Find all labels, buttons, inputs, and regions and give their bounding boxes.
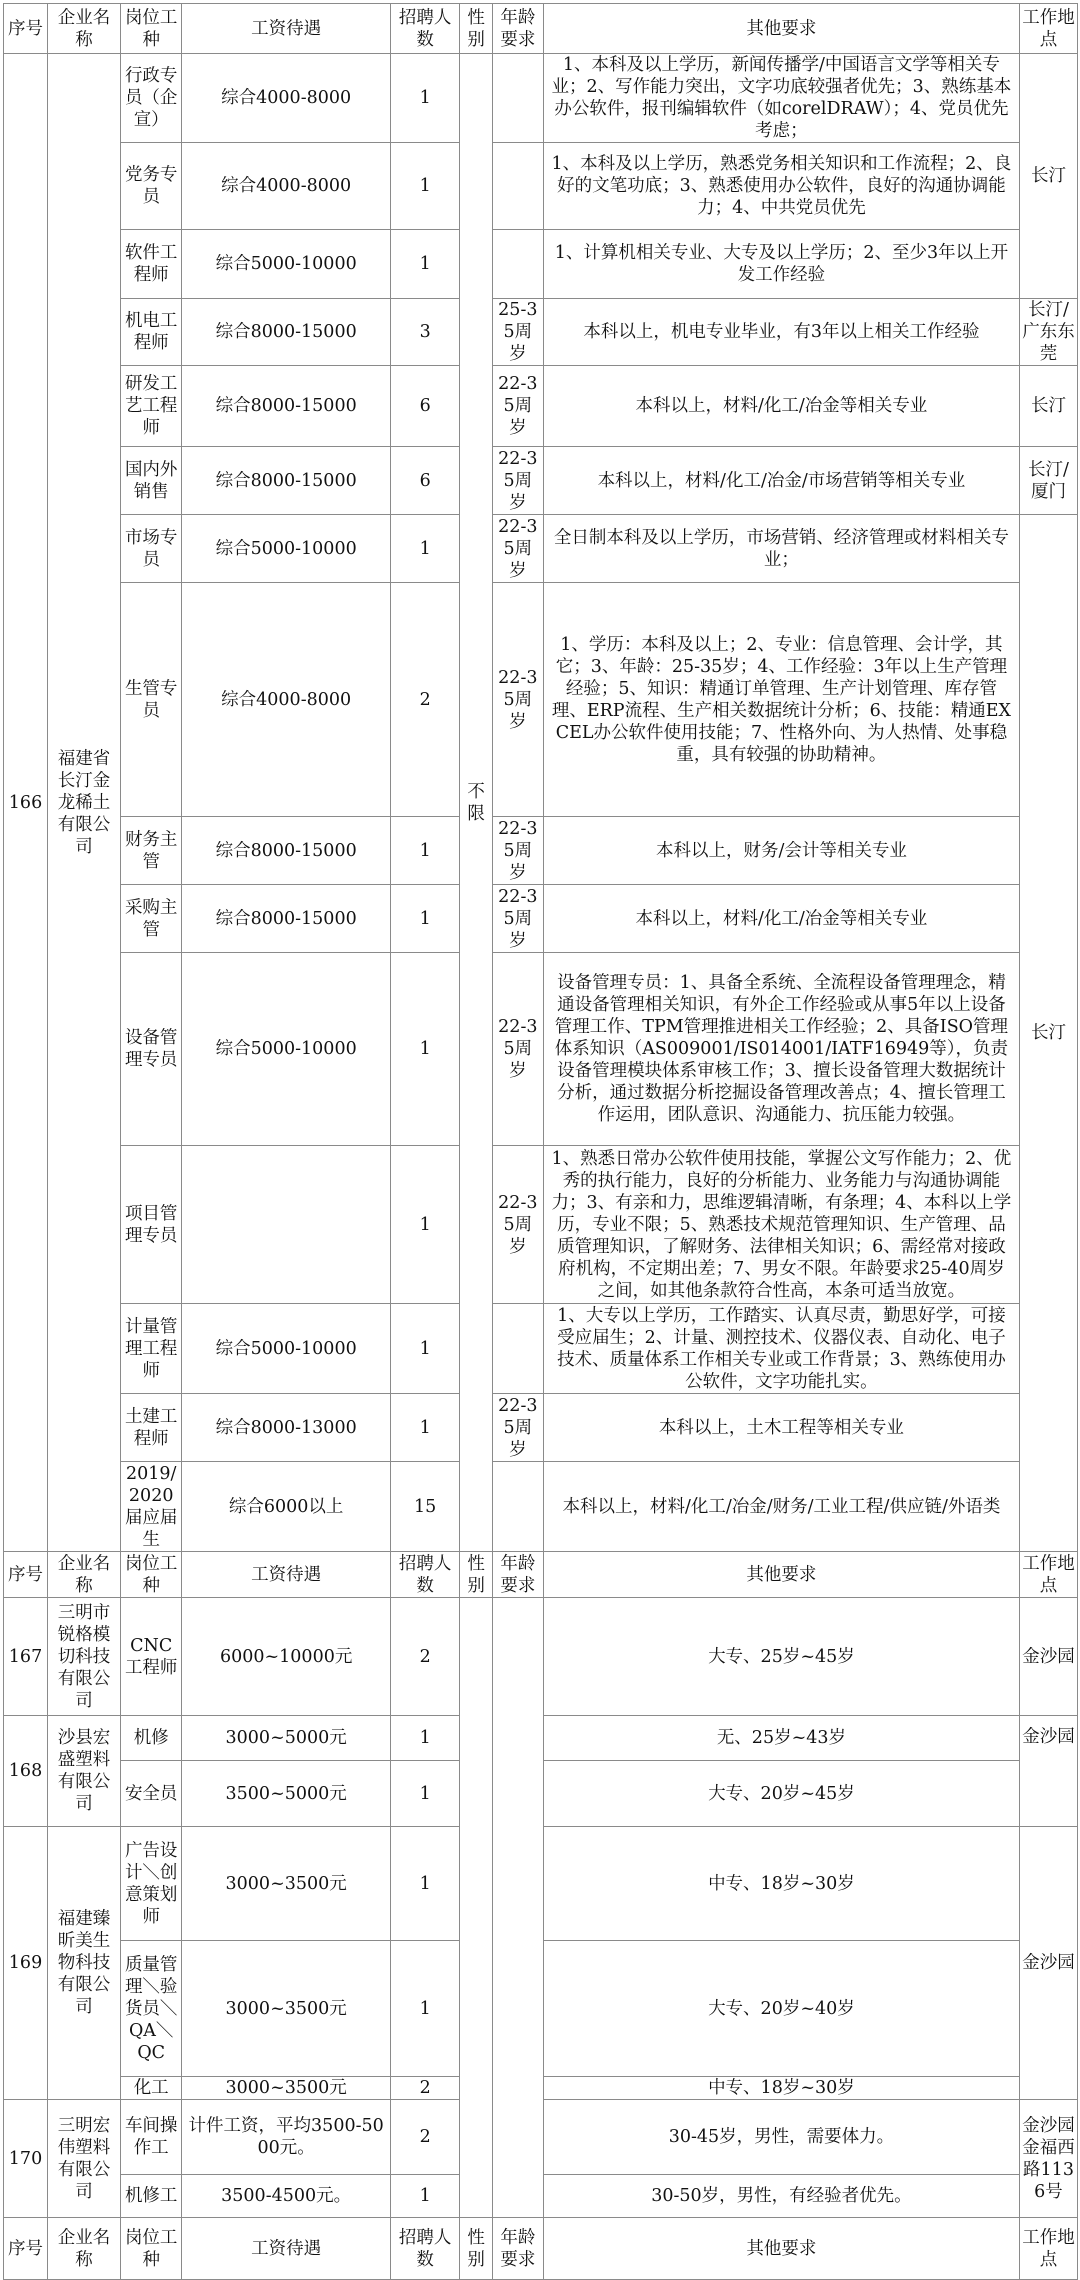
seq-cell: 167 bbox=[4, 1598, 48, 1716]
count-cell: 2 bbox=[390, 583, 460, 817]
count-cell: 1 bbox=[390, 1941, 460, 2077]
position-cell: 计量管理工程师 bbox=[121, 1304, 182, 1394]
position-cell: 车间操作工 bbox=[121, 2100, 182, 2175]
recruitment-table bbox=[3, 3, 1078, 2280]
salary-cell: 综合8000-15000 bbox=[182, 366, 391, 447]
location-cell: 长汀 bbox=[1020, 366, 1078, 447]
requirements-cell: 本科以上，土木工程等相关专业 bbox=[543, 1394, 1019, 1462]
requirements-cell: 大专、20岁~45岁 bbox=[543, 1761, 1019, 1827]
age-cell bbox=[492, 54, 543, 143]
requirements-cell: 全日制本科及以上学历，市场营销、经济管理或材料相关专业； bbox=[543, 515, 1019, 583]
location-cell: 长汀 bbox=[1020, 515, 1078, 1552]
count-cell: 1 bbox=[390, 1716, 460, 1761]
count-cell: 2 bbox=[390, 2100, 460, 2175]
table-row bbox=[4, 1304, 1078, 1394]
count-cell: 2 bbox=[390, 1598, 460, 1716]
position-cell: 质量管理＼验货员＼QA＼QC bbox=[121, 1941, 182, 2077]
requirements-cell: 无、25岁~43岁 bbox=[543, 1716, 1019, 1761]
header-count: 招聘人数 bbox=[390, 1552, 460, 1598]
count-cell: 1 bbox=[390, 1146, 460, 1304]
salary-cell: 综合6000以上 bbox=[182, 1462, 391, 1552]
age-cell: 22-35周岁 bbox=[492, 1146, 543, 1304]
position-cell: 党务专员 bbox=[121, 143, 182, 230]
count-cell: 3 bbox=[390, 299, 460, 366]
table-row bbox=[4, 953, 1078, 1146]
age-cell bbox=[492, 230, 543, 299]
header-gender: 性别 bbox=[460, 4, 492, 54]
seq-cell: 166 bbox=[4, 54, 48, 1552]
header-company: 企业名称 bbox=[48, 1552, 121, 1598]
header-position: 岗位工种 bbox=[121, 2218, 182, 2280]
requirements-cell: 1、熟悉日常办公软件使用技能，掌握公文写作能力；2、优秀的执行能力，良好的分析能力、业务能力与沟通协调能力；3、有亲和力，思维逻辑清晰，有条理；4、本科以上学历，专业不限；5、熟悉技术规范管理知识、生产管理、品质管理知识，了解财务、法律相关知识；6、需经常对接政府机构，不定期出差；7、男女不限。年龄要求25-40周岁之间，如其他条款符合性高，本条可适当放宽。 bbox=[543, 1146, 1019, 1304]
seq-cell: 170 bbox=[4, 2100, 48, 2218]
age-cell bbox=[492, 1462, 543, 1552]
age-cell: 22-35周岁 bbox=[492, 515, 543, 583]
header-seq: 序号 bbox=[4, 2218, 48, 2280]
salary-cell: 综合4000-8000 bbox=[182, 54, 391, 143]
age-cell bbox=[492, 1304, 543, 1394]
location-cell: 金沙园 bbox=[1020, 1716, 1078, 1827]
count-cell: 2 bbox=[390, 2077, 460, 2100]
header-gender: 性别 bbox=[460, 1552, 492, 1598]
table-row bbox=[4, 366, 1078, 447]
position-cell: 化工 bbox=[121, 2077, 182, 2100]
header-row bbox=[4, 1552, 1078, 1598]
location-cell: 长汀/广东东莞 bbox=[1020, 299, 1078, 366]
age-cell bbox=[492, 143, 543, 230]
count-cell: 1 bbox=[390, 54, 460, 143]
table-row bbox=[4, 583, 1078, 817]
requirements-cell: 大专、20岁~40岁 bbox=[543, 1941, 1019, 2077]
salary-cell: 综合5000-10000 bbox=[182, 515, 391, 583]
table-row bbox=[4, 885, 1078, 953]
table-row bbox=[4, 230, 1078, 299]
requirements-cell: 设备管理专员：1、具备全系统、全流程设备管理理念，精通设备管理相关知识，有外企工作经验或从事5年以上设备管理工作、TPM管理推进相关工作经验；2、具备ISO管理体系知识（AS009001/IS014001/IATF16949等），负责设备管理模块体系审核工作；3、擅长设备管理大数据统计分析，通过数据分析挖掘设备管理改善点；4、擅长管理工作运用，团队意识、沟通能力、抗压能力较强。 bbox=[543, 953, 1019, 1146]
header-location: 工作地点 bbox=[1020, 4, 1078, 54]
salary-cell: 综合8000-15000 bbox=[182, 447, 391, 515]
table-row bbox=[4, 143, 1078, 230]
header-company: 企业名称 bbox=[48, 2218, 121, 2280]
header-salary: 工资待遇 bbox=[182, 1552, 391, 1598]
count-cell: 1 bbox=[390, 143, 460, 230]
salary-cell: 3000~3500元 bbox=[182, 2077, 391, 2100]
age-cell: 22-35周岁 bbox=[492, 953, 543, 1146]
age-cell: 25-35周岁 bbox=[492, 299, 543, 366]
location-cell: 长汀 bbox=[1020, 54, 1078, 299]
header-row bbox=[4, 2218, 1078, 2280]
table-row bbox=[4, 1394, 1078, 1462]
company-cell: 福建省长汀金龙稀土有限公司 bbox=[48, 54, 121, 1552]
requirements-cell: 大专、25岁~45岁 bbox=[543, 1598, 1019, 1716]
count-cell: 15 bbox=[390, 1462, 460, 1552]
position-cell: 采购主管 bbox=[121, 885, 182, 953]
count-cell: 1 bbox=[390, 953, 460, 1146]
header-company: 企业名称 bbox=[48, 4, 121, 54]
position-cell: CNC工程师 bbox=[121, 1598, 182, 1716]
position-cell: 广告设计＼创意策划师 bbox=[121, 1827, 182, 1941]
requirements-cell: 1、本科及以上学历，熟悉党务相关知识和工作流程；2、良好的文笔功底；3、熟悉使用办公软件，良好的沟通协调能力；4、中共党员优先 bbox=[543, 143, 1019, 230]
header-position: 岗位工种 bbox=[121, 1552, 182, 1598]
age-cell: 22-35周岁 bbox=[492, 885, 543, 953]
header-seq: 序号 bbox=[4, 1552, 48, 1598]
seq-cell: 168 bbox=[4, 1716, 48, 1827]
company-cell: 福建臻昕美生物科技有限公司 bbox=[48, 1827, 121, 2100]
salary-cell: 综合4000-8000 bbox=[182, 583, 391, 817]
position-cell: 行政专员（企宣） bbox=[121, 54, 182, 143]
header-location: 工作地点 bbox=[1020, 1552, 1078, 1598]
table-row bbox=[4, 447, 1078, 515]
table-row bbox=[4, 299, 1078, 366]
company-cell: 沙县宏盛塑料有限公司 bbox=[48, 1716, 121, 1827]
position-cell: 市场专员 bbox=[121, 515, 182, 583]
salary-cell: 3000~3500元 bbox=[182, 1941, 391, 2077]
requirements-cell: 本科以上，机电专业毕业，有3年以上相关工作经验 bbox=[543, 299, 1019, 366]
header-salary: 工资待遇 bbox=[182, 2218, 391, 2280]
table-row bbox=[4, 817, 1078, 885]
header-row bbox=[4, 4, 1078, 54]
salary-cell bbox=[182, 1146, 391, 1304]
salary-cell: 综合5000-10000 bbox=[182, 230, 391, 299]
salary-cell: 3000~3500元 bbox=[182, 1827, 391, 1941]
position-cell: 机修 bbox=[121, 1716, 182, 1761]
count-cell: 1 bbox=[390, 885, 460, 953]
header-other: 其他要求 bbox=[543, 4, 1019, 54]
location-cell: 金沙园 bbox=[1020, 1827, 1078, 2100]
salary-cell: 综合8000-15000 bbox=[182, 817, 391, 885]
header-position: 岗位工种 bbox=[121, 4, 182, 54]
requirements-cell: 本科以上，材料/化工/冶金等相关专业 bbox=[543, 885, 1019, 953]
position-cell: 机电工程师 bbox=[121, 299, 182, 366]
requirements-cell: 本科以上，材料/化工/冶金等相关专业 bbox=[543, 366, 1019, 447]
requirements-cell: 1、大专以上学历，工作踏实、认真尽责，勤思好学，可接受应届生；2、计量、测控技术、仪器仪表、自动化、电子技术、质量体系工作相关专业或工作背景；3、熟练使用办公软件，文字功能扎实。 bbox=[543, 1304, 1019, 1394]
salary-cell: 3000~5000元 bbox=[182, 1716, 391, 1761]
header-count: 招聘人数 bbox=[390, 4, 460, 54]
table-row bbox=[4, 54, 1078, 143]
position-cell: 机修工 bbox=[121, 2175, 182, 2218]
table-row bbox=[4, 1146, 1078, 1304]
salary-cell: 综合5000-10000 bbox=[182, 953, 391, 1146]
position-cell: 2019/2020届应届生 bbox=[121, 1462, 182, 1552]
count-cell: 1 bbox=[390, 1304, 460, 1394]
table-row bbox=[4, 1598, 1078, 1716]
age-cell bbox=[492, 1598, 543, 2218]
company-cell: 三明市锐格模切科技有限公司 bbox=[48, 1598, 121, 1716]
requirements-cell: 本科以上，材料/化工/冶金/市场营销等相关专业 bbox=[543, 447, 1019, 515]
salary-cell: 计件工资，平均3500-5000元。 bbox=[182, 2100, 391, 2175]
position-cell: 土建工程师 bbox=[121, 1394, 182, 1462]
header-other: 其他要求 bbox=[543, 2218, 1019, 2280]
count-cell: 6 bbox=[390, 447, 460, 515]
position-cell: 安全员 bbox=[121, 1761, 182, 1827]
position-cell: 生管专员 bbox=[121, 583, 182, 817]
requirements-cell: 中专、18岁~30岁 bbox=[543, 2077, 1019, 2100]
header-count: 招聘人数 bbox=[390, 2218, 460, 2280]
location-cell: 金沙园 bbox=[1020, 1598, 1078, 1716]
salary-cell: 综合5000-10000 bbox=[182, 1304, 391, 1394]
count-cell: 1 bbox=[390, 817, 460, 885]
position-cell: 软件工程师 bbox=[121, 230, 182, 299]
salary-cell: 3500~5000元 bbox=[182, 1761, 391, 1827]
requirements-cell: 30-50岁，男性，有经验者优先。 bbox=[543, 2175, 1019, 2218]
age-cell: 22-35周岁 bbox=[492, 817, 543, 885]
header-salary: 工资待遇 bbox=[182, 4, 391, 54]
salary-cell: 6000~10000元 bbox=[182, 1598, 391, 1716]
gender-cell bbox=[460, 1598, 492, 2218]
table-row bbox=[4, 515, 1078, 583]
salary-cell: 综合4000-8000 bbox=[182, 143, 391, 230]
company-cell: 三明宏伟塑料有限公司 bbox=[48, 2100, 121, 2218]
requirements-cell: 1、学历：本科及以上；2、专业：信息管理、会计学，其它；3、年龄：25-35岁；4、工作经验：3年以上生产管理经验；5、知识：精通订单管理、生产计划管理、库存管理、ERP流程、生产相关数据统计分析；6、技能：精通EXCEL办公软件使用技能；7、性格外向、为人热情、处事稳重，具有较强的协助精神。 bbox=[543, 583, 1019, 817]
header-age: 年龄要求 bbox=[492, 2218, 543, 2280]
position-cell: 项目管理专员 bbox=[121, 1146, 182, 1304]
count-cell: 1 bbox=[390, 515, 460, 583]
count-cell: 1 bbox=[390, 2175, 460, 2218]
seq-cell: 169 bbox=[4, 1827, 48, 2100]
header-age: 年龄要求 bbox=[492, 4, 543, 54]
header-location: 工作地点 bbox=[1020, 2218, 1078, 2280]
requirements-cell: 1、本科及以上学历，新闻传播学/中国语言文学等相关专业；2、写作能力突出，文字功底较强者优先；3、熟练基本办公软件，报刊编辑软件（如corelDRAW）；4、党员优先考虑； bbox=[543, 54, 1019, 143]
position-cell: 国内外销售 bbox=[121, 447, 182, 515]
age-cell: 22-35周岁 bbox=[492, 583, 543, 817]
requirements-cell: 30-45岁，男性，需要体力。 bbox=[543, 2100, 1019, 2175]
position-cell: 设备管理专员 bbox=[121, 953, 182, 1146]
salary-cell: 综合8000-13000 bbox=[182, 1394, 391, 1462]
count-cell: 1 bbox=[390, 230, 460, 299]
position-cell: 财务主管 bbox=[121, 817, 182, 885]
requirements-cell: 1、计算机相关专业、大专及以上学历；2、至少3年以上开发工作经验 bbox=[543, 230, 1019, 299]
requirements-cell: 本科以上，财务/会计等相关专业 bbox=[543, 817, 1019, 885]
salary-cell: 综合8000-15000 bbox=[182, 299, 391, 366]
header-other: 其他要求 bbox=[543, 1552, 1019, 1598]
age-cell: 22-35周岁 bbox=[492, 1394, 543, 1462]
age-cell: 22-35周岁 bbox=[492, 447, 543, 515]
location-cell: 金沙园金福西路1136号 bbox=[1020, 2100, 1078, 2218]
age-cell: 22-35周岁 bbox=[492, 366, 543, 447]
location-cell: 长汀/厦门 bbox=[1020, 447, 1078, 515]
table-row bbox=[4, 1462, 1078, 1552]
gender-cell: 不限 bbox=[460, 54, 492, 1552]
requirements-cell: 本科以上，材料/化工/冶金/财务/工业工程/供应链/外语类 bbox=[543, 1462, 1019, 1552]
header-age: 年龄要求 bbox=[492, 1552, 543, 1598]
requirements-cell: 中专、18岁~30岁 bbox=[543, 1827, 1019, 1941]
count-cell: 1 bbox=[390, 1761, 460, 1827]
position-cell: 研发工艺工程师 bbox=[121, 366, 182, 447]
header-seq: 序号 bbox=[4, 4, 48, 54]
header-gender: 性别 bbox=[460, 2218, 492, 2280]
salary-cell: 综合8000-15000 bbox=[182, 885, 391, 953]
count-cell: 1 bbox=[390, 1827, 460, 1941]
count-cell: 6 bbox=[390, 366, 460, 447]
salary-cell: 3500-4500元。 bbox=[182, 2175, 391, 2218]
count-cell: 1 bbox=[390, 1394, 460, 1462]
